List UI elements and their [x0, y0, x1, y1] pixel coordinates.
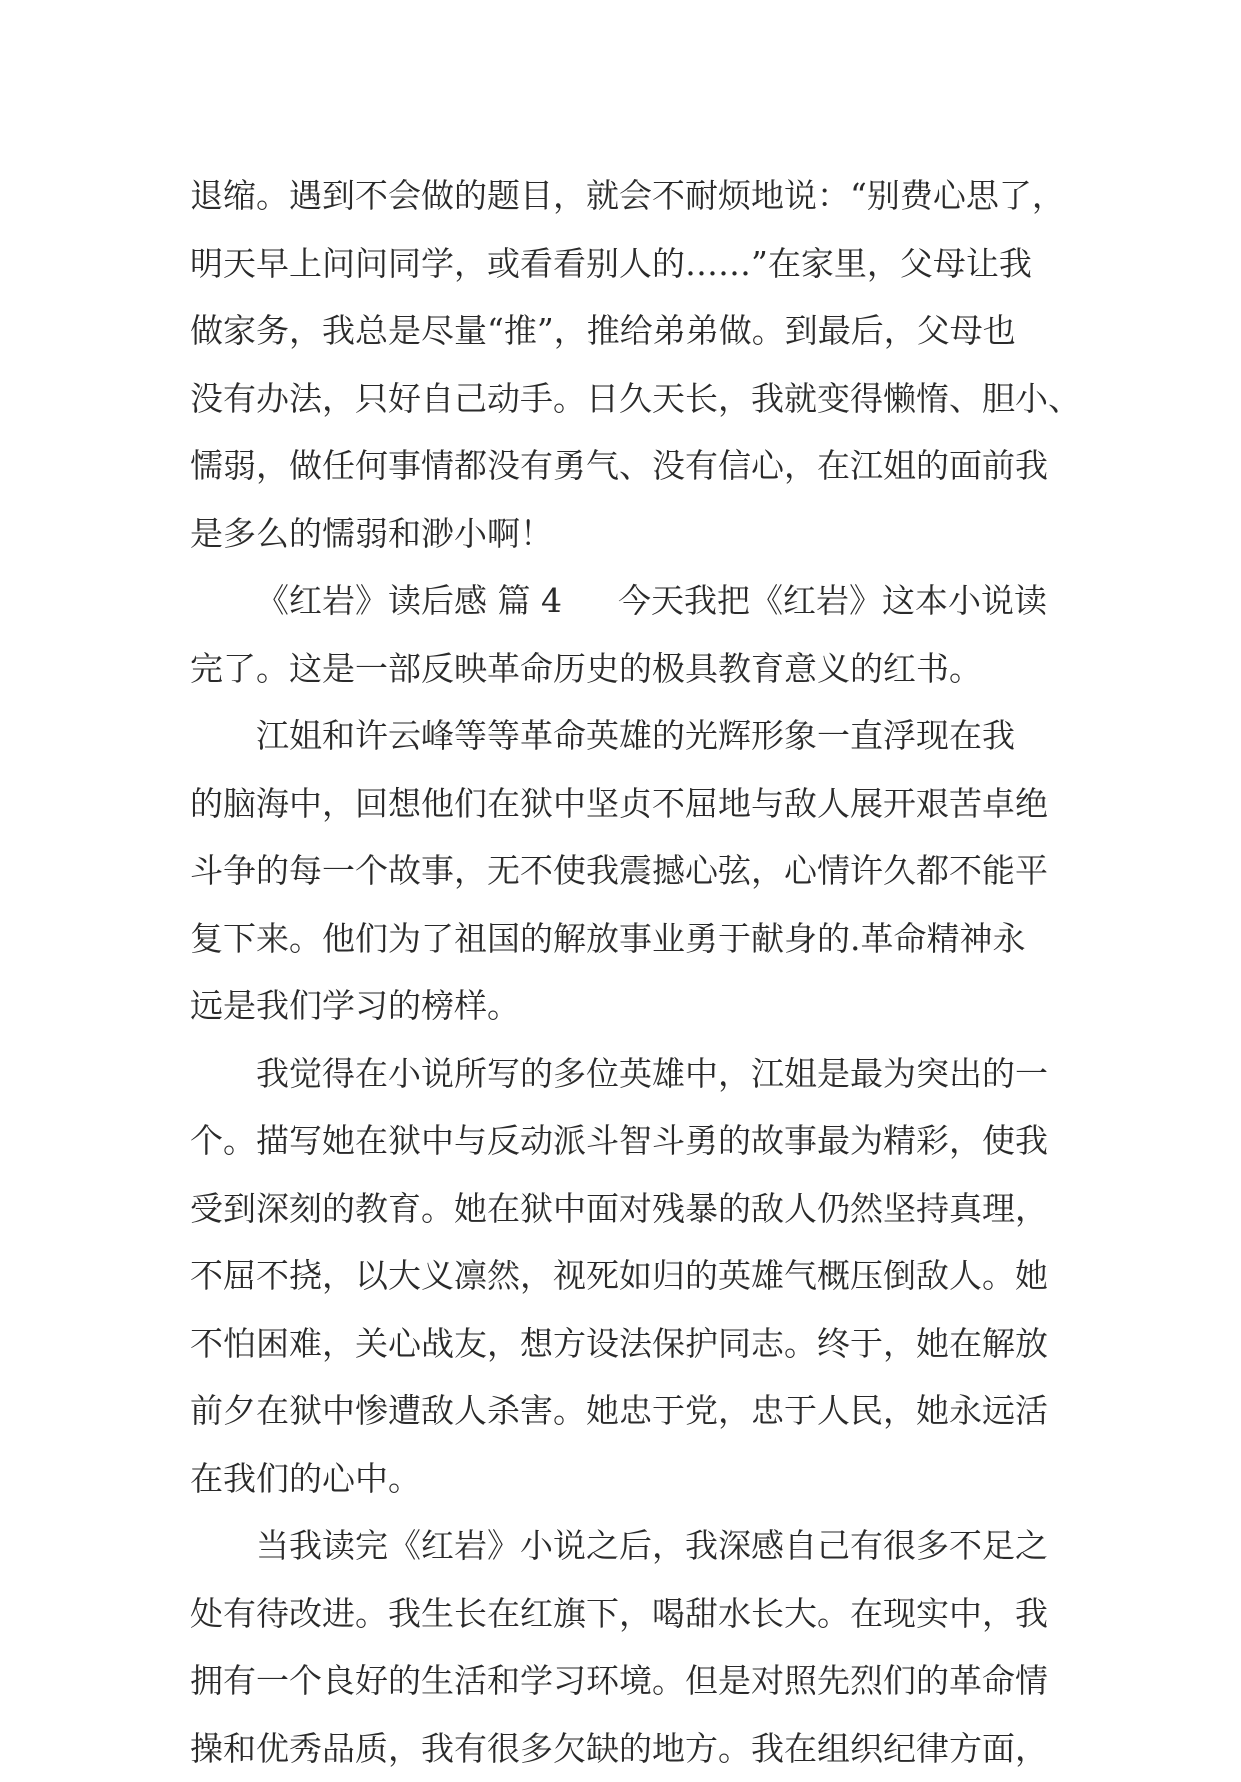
paragraph-2 [190, 702, 1050, 1040]
section-heading: 《红岩》读后感 篇 4 [256, 581, 562, 620]
paragraph-1 [190, 162, 1050, 567]
text-line: 拥有一个良好的生活和学习环境。但是对照先烈们的革命情 [190, 1647, 1050, 1715]
text-line: 完了。这是一部反映革命历史的极具教育意义的红书。 [190, 635, 1050, 703]
section-4 [190, 567, 1050, 702]
text-line: 我觉得在小说所写的多位英雄中，江姐是最为突出的一 [190, 1040, 1050, 1108]
paragraph-4 [190, 1512, 1050, 1782]
text-line: 江姐和许云峰等等革命英雄的光辉形象一直浮现在我 [190, 702, 1050, 770]
text-line: 前夕在狱中惨遭敌人杀害。她忠于党，忠于人民，她永远活 [190, 1377, 1050, 1445]
text-line: 在我们的心中。 [190, 1445, 1050, 1513]
text-line: 没有办法，只好自己动手。日久天长，我就变得懒惰、胆小、 [190, 365, 1050, 433]
text-line: 当我读完《红岩》小说之后，我深感自己有很多不足之 [190, 1512, 1050, 1580]
text-line: 受到深刻的教育。她在狱中面对残暴的敌人仍然坚持真理， [190, 1175, 1050, 1243]
document-body [190, 162, 1050, 1782]
text-line: 不屈不挠，以大义凛然，视死如归的英雄气概压倒敌人。她 [190, 1242, 1050, 1310]
paragraph-3 [190, 1040, 1050, 1513]
text-line: 操和优秀品质，我有很多欠缺的地方。我在组织纪律方面， [190, 1715, 1050, 1782]
text-line: 懦弱，做任何事情都没有勇气、没有信心，在江姐的面前我 [190, 432, 1050, 500]
text-line: 不怕困难，关心战友，想方设法保护同志。终于，她在解放 [190, 1310, 1050, 1378]
text-line: 个。描写她在狱中与反动派斗智斗勇的故事最为精彩，使我 [190, 1107, 1050, 1175]
text-line: 退缩。遇到不会做的题目，就会不耐烦地说：“别费心思了， [190, 162, 1050, 230]
text-line: 的脑海中，回想他们在狱中坚贞不屈地与敌人展开艰苦卓绝 [190, 770, 1050, 838]
section-text: 今天我把《红岩》这本小说读 [618, 581, 1047, 620]
section-heading-line [190, 567, 1050, 635]
text-line: 复下来。他们为了祖国的解放事业勇于献身的.革命精神永 [190, 905, 1050, 973]
text-line: 处有待改进。我生长在红旗下，喝甜水长大。在现实中，我 [190, 1580, 1050, 1648]
text-line: 斗争的每一个故事，无不使我震撼心弦，心情许久都不能平 [190, 837, 1050, 905]
text-line: 远是我们学习的榜样。 [190, 972, 1050, 1040]
text-line: 明天早上问问同学，或看看别人的……”在家里，父母让我 [190, 230, 1050, 298]
text-line: 做家务，我总是尽量“推”，推给弟弟做。到最后，父母也 [190, 297, 1050, 365]
text-line: 是多么的懦弱和渺小啊！ [190, 500, 1050, 568]
